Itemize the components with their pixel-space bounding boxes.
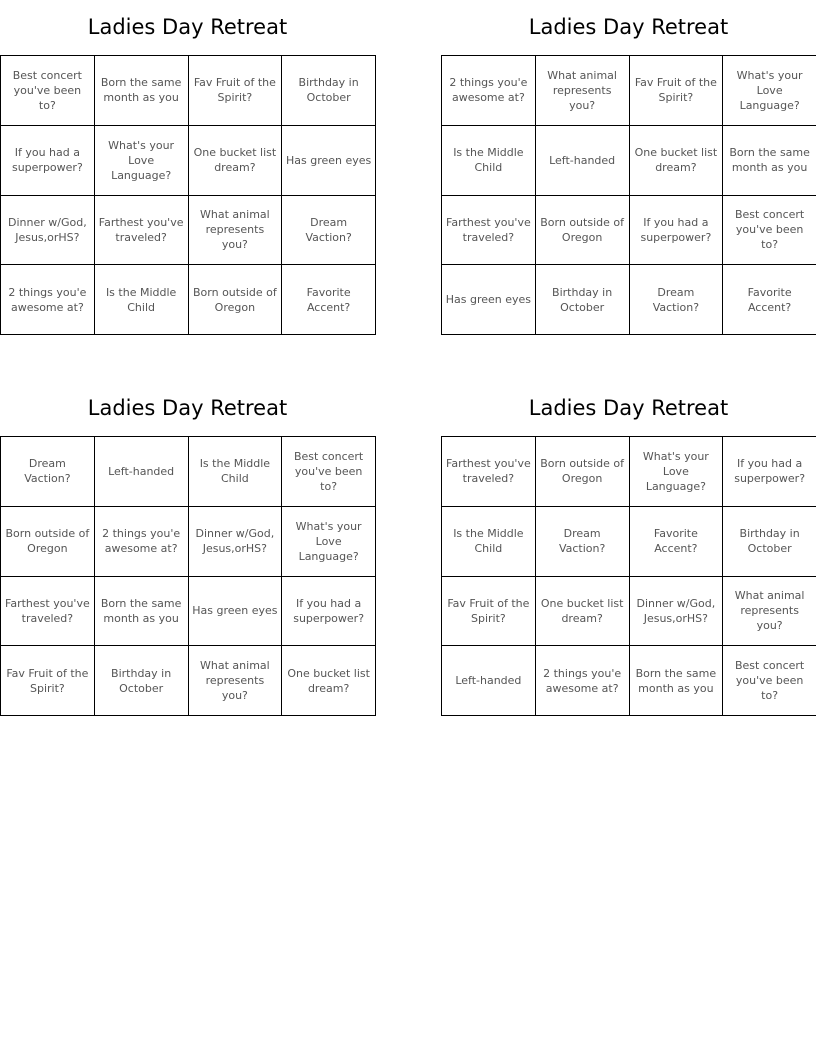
bingo-row	[442, 125, 816, 195]
bingo-cell: Fav Fruit of the Spirit?	[1, 646, 95, 716]
bingo-row	[442, 265, 816, 335]
bingo-cell: Is the Middle Child	[442, 125, 536, 195]
bingo-cell: What animal represents you?	[723, 576, 816, 646]
bingo-cell: Dream Vaction?	[1, 437, 95, 507]
bingo-cell: Has green eyes	[282, 125, 376, 195]
bingo-cell: 2 things you'e awesome at?	[442, 56, 536, 126]
bingo-cell: Favorite Accent?	[282, 265, 376, 335]
bingo-cell: What's your Love Language?	[282, 506, 376, 576]
bingo-cell: If you had a superpower?	[629, 195, 723, 265]
bingo-cell: Fav Fruit of the Spirit?	[629, 56, 723, 126]
bingo-row	[1, 646, 376, 716]
bingo-cell: Farthest you've traveled?	[442, 195, 536, 265]
bingo-cell: Dream Vaction?	[535, 506, 629, 576]
bingo-cell: One bucket list dream?	[282, 646, 376, 716]
bingo-cell: What animal represents you?	[188, 646, 282, 716]
card-title: Ladies Day Retreat	[87, 396, 288, 420]
bingo-cell: Born the same month as you	[94, 56, 188, 126]
bingo-cell: If you had a superpower?	[1, 125, 95, 195]
card-title: Ladies Day Retreat	[528, 15, 729, 39]
bingo-cell: Is the Middle Child	[94, 265, 188, 335]
bingo-row	[442, 195, 816, 265]
bingo-cell: Best concert you've been to?	[723, 195, 816, 265]
bingo-cell: Dinner w/God, Jesus,orHS?	[629, 576, 723, 646]
bingo-cell: One bucket list dream?	[535, 576, 629, 646]
bingo-card	[441, 381, 816, 716]
bingo-cell: If you had a superpower?	[282, 576, 376, 646]
bingo-cell: Best concert you've been to?	[282, 437, 376, 507]
bingo-cell: Farthest you've traveled?	[94, 195, 188, 265]
bingo-cell: Dinner w/God, Jesus,orHS?	[188, 506, 282, 576]
bingo-row	[442, 646, 816, 716]
bingo-cell: What animal represents you?	[188, 195, 282, 265]
bingo-cell: What's your Love Language?	[629, 437, 723, 507]
bingo-cell: Birthday in October	[94, 646, 188, 716]
bingo-row	[1, 125, 376, 195]
bingo-row	[1, 506, 376, 576]
bingo-row	[442, 437, 816, 507]
bingo-row	[1, 56, 376, 126]
bingo-cell: Best concert you've been to?	[723, 646, 816, 716]
bingo-cell: What's your Love Language?	[94, 125, 188, 195]
bingo-row	[442, 56, 816, 126]
bingo-cell: Left-handed	[535, 125, 629, 195]
bingo-row	[442, 576, 816, 646]
bingo-cell: 2 things you'e awesome at?	[94, 506, 188, 576]
card-title: Ladies Day Retreat	[87, 15, 288, 39]
bingo-cell: Dream Vaction?	[282, 195, 376, 265]
bingo-cell: Favorite Accent?	[629, 506, 723, 576]
bingo-cell: Favorite Accent?	[723, 265, 816, 335]
bingo-card	[441, 0, 816, 335]
bingo-cell: What's your Love Language?	[723, 56, 816, 126]
bingo-row	[1, 265, 376, 335]
bingo-cell: 2 things you'e awesome at?	[1, 265, 95, 335]
bingo-cell: Is the Middle Child	[442, 506, 536, 576]
bingo-cell: Left-handed	[442, 646, 536, 716]
bingo-cell: Fav Fruit of the Spirit?	[442, 576, 536, 646]
bingo-cell: Farthest you've traveled?	[442, 437, 536, 507]
bingo-cell: Born outside of Oregon	[188, 265, 282, 335]
bingo-cell: Best concert you've been to?	[1, 56, 95, 126]
bingo-cell: Born the same month as you	[723, 125, 816, 195]
bingo-grid	[0, 55, 376, 335]
bingo-cell: Birthday in October	[723, 506, 816, 576]
bingo-cell: Is the Middle Child	[188, 437, 282, 507]
bingo-cell: Left-handed	[94, 437, 188, 507]
bingo-cell: Birthday in October	[535, 265, 629, 335]
bingo-cell: If you had a superpower?	[723, 437, 816, 507]
bingo-cell: Dinner w/God, Jesus,orHS?	[1, 195, 95, 265]
bingo-grid	[0, 436, 376, 716]
bingo-cell: Born outside of Oregon	[1, 506, 95, 576]
bingo-row	[1, 437, 376, 507]
bingo-card	[0, 0, 375, 335]
bingo-row	[442, 506, 816, 576]
bingo-cell: What animal represents you?	[535, 56, 629, 126]
bingo-cell: Fav Fruit of the Spirit?	[188, 56, 282, 126]
bingo-row	[1, 576, 376, 646]
bingo-card	[0, 381, 375, 716]
bingo-cell: One bucket list dream?	[629, 125, 723, 195]
bingo-cell: Has green eyes	[442, 265, 536, 335]
bingo-cell: One bucket list dream?	[188, 125, 282, 195]
bingo-grid	[441, 436, 816, 716]
bingo-cell: Farthest you've traveled?	[1, 576, 95, 646]
bingo-cell: Born outside of Oregon	[535, 437, 629, 507]
bingo-cell: Birthday in October	[282, 56, 376, 126]
bingo-cell: 2 things you'e awesome at?	[535, 646, 629, 716]
bingo-cell: Born the same month as you	[94, 576, 188, 646]
card-title: Ladies Day Retreat	[528, 396, 729, 420]
bingo-cell: Has green eyes	[188, 576, 282, 646]
bingo-cell: Born the same month as you	[629, 646, 723, 716]
bingo-cell: Dream Vaction?	[629, 265, 723, 335]
bingo-row	[1, 195, 376, 265]
bingo-grid	[441, 55, 816, 335]
bingo-cell: Born outside of Oregon	[535, 195, 629, 265]
